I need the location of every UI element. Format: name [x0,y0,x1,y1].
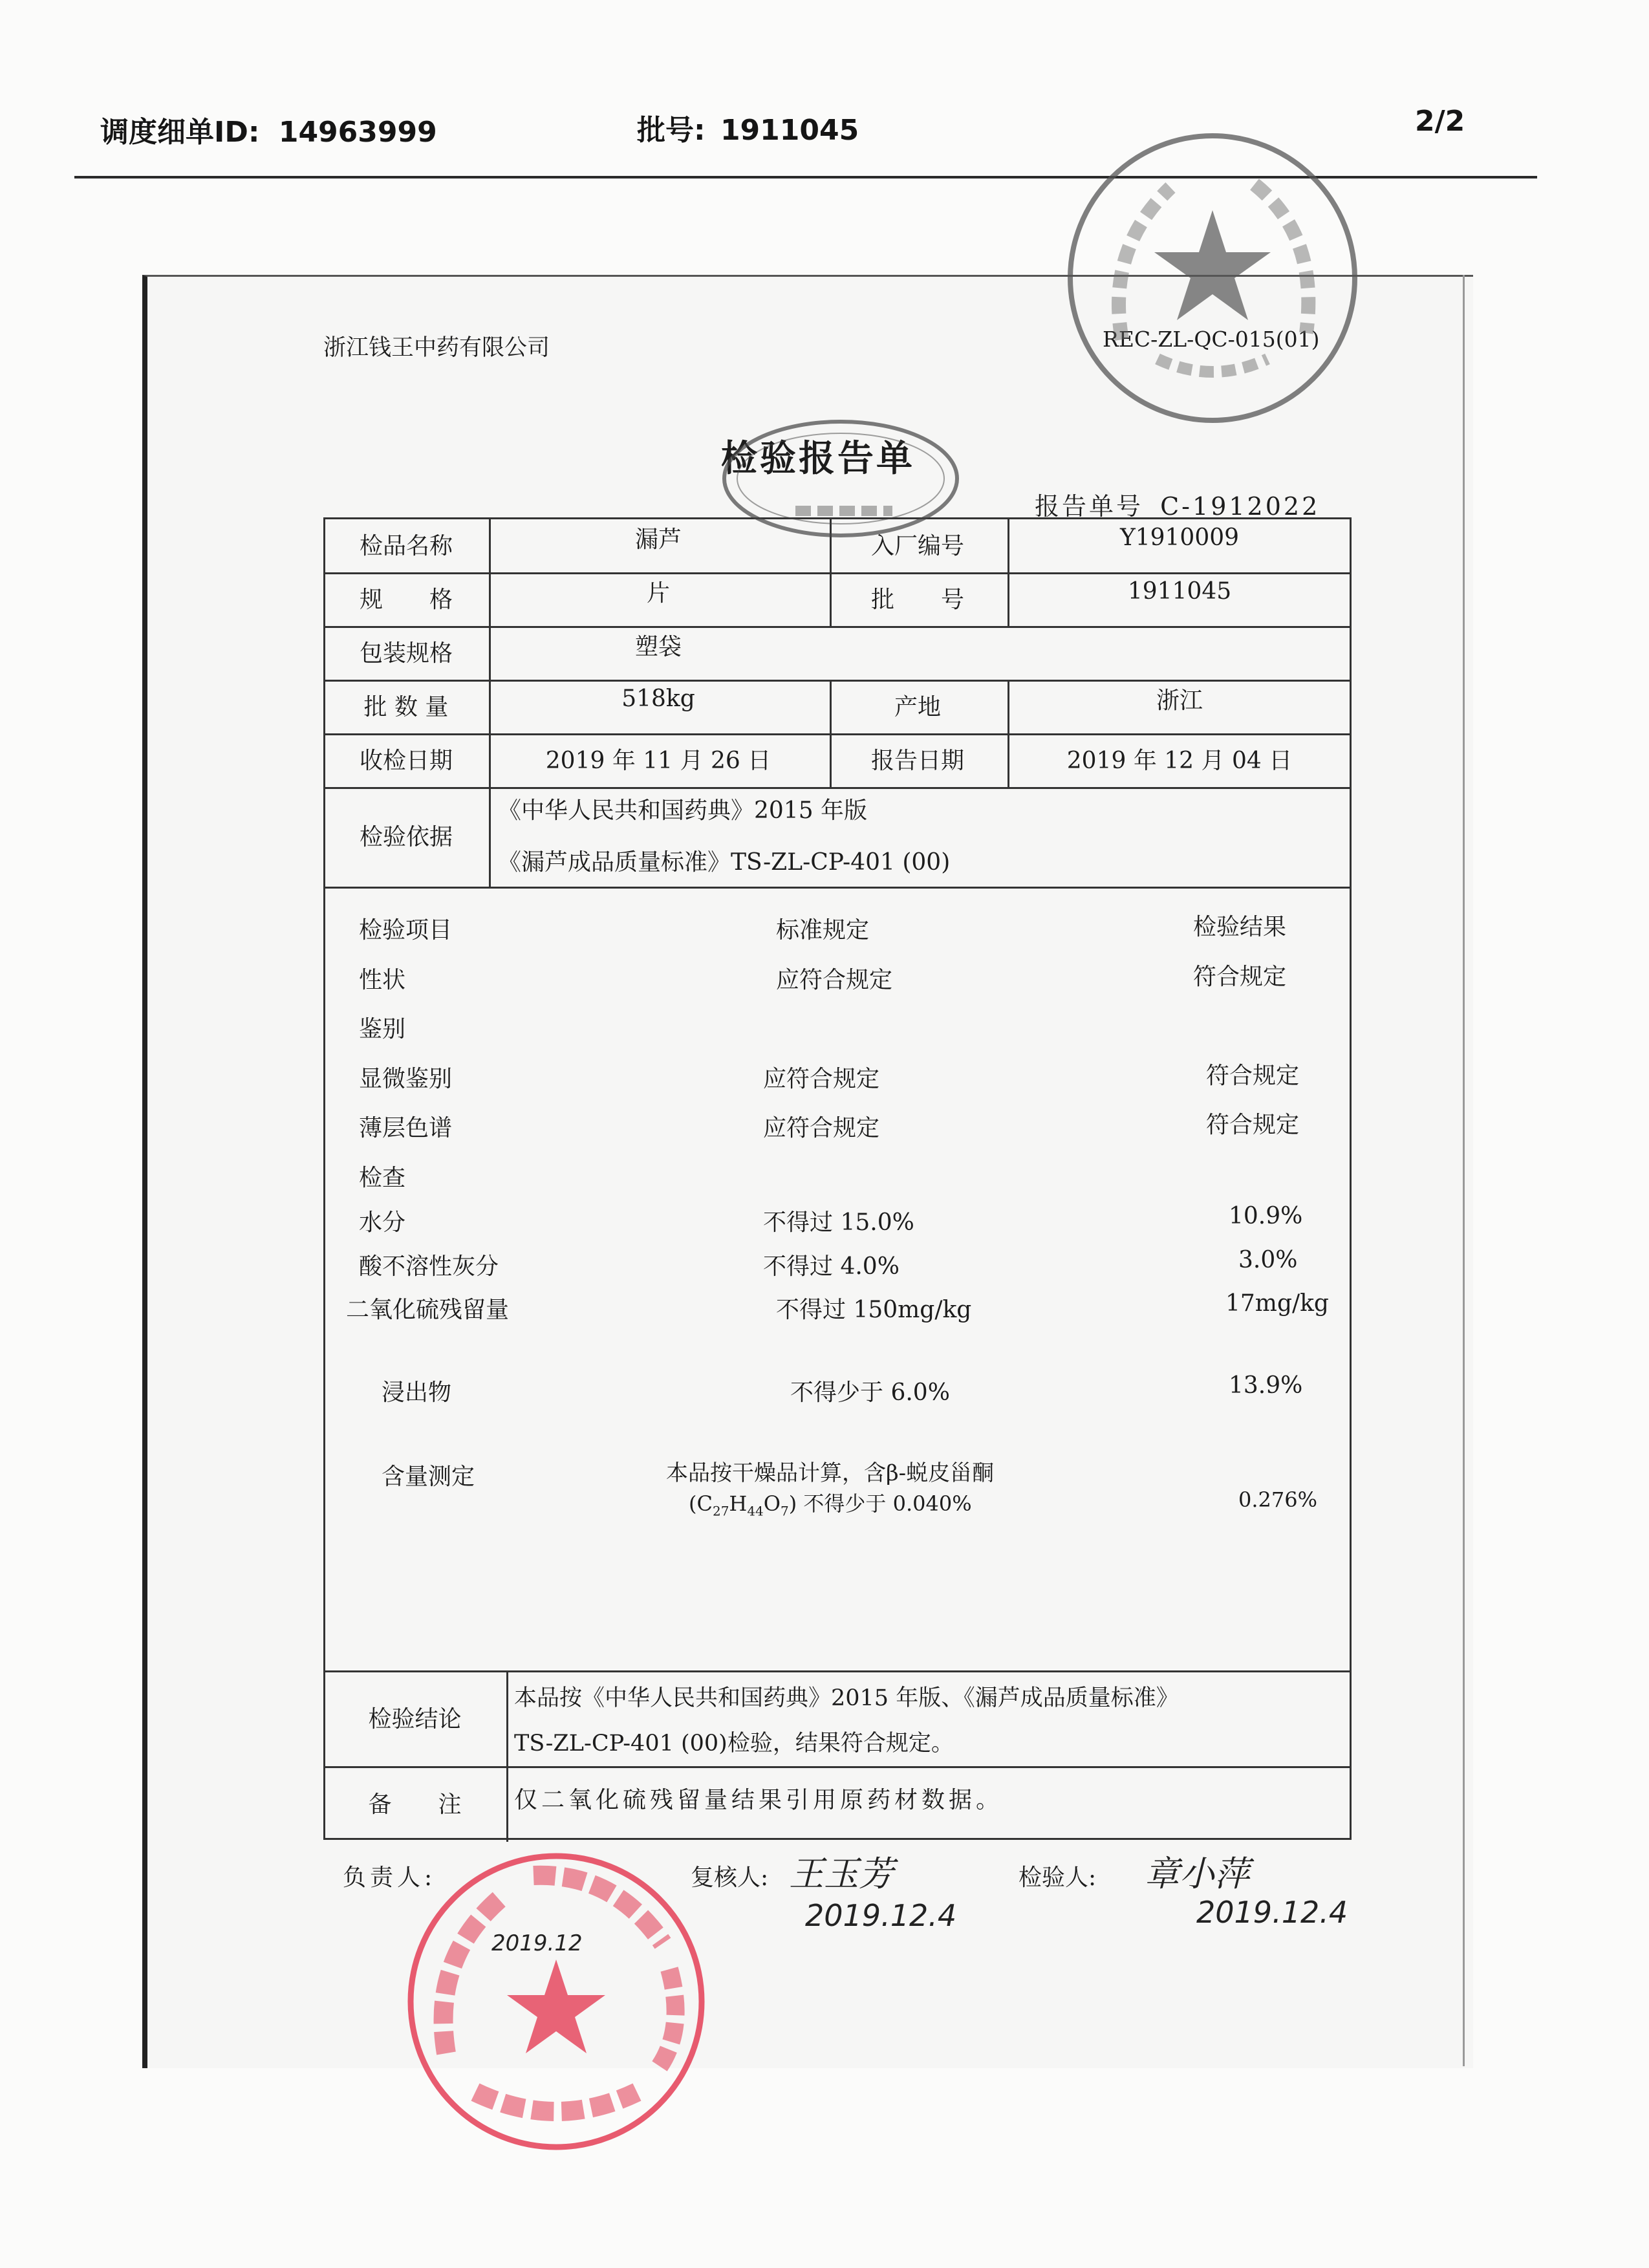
company-name: 浙江钱王中药有限公司 [323,335,550,361]
test-item: 酸不溶性灰分 [359,1253,499,1280]
responsible-label: 负责人: [343,1864,436,1891]
quantity-value: 518kg [621,685,695,712]
test-result: 符合规定 [1206,1112,1300,1138]
spec-value: 片 [646,579,670,607]
origin-label: 产地 [894,693,941,720]
remark-text: 仅二氧化硫残留量结果引用原药材数据。 [514,1787,1004,1813]
test-standard: 不得过 150mg/kg [776,1297,972,1323]
test-result: 符合规定 [1193,964,1287,990]
package-label: 包装规格 [359,640,453,667]
test-result: 13.9% [1229,1372,1303,1399]
test-item: 浸出物 [382,1379,452,1406]
test-standard: 应符合规定 [763,1066,880,1092]
inspector-label: 检验人: [1018,1864,1097,1891]
test-standard: 应符合规定 [763,1115,880,1141]
formula-o: O [763,1491,781,1516]
formula-c: C [696,1491,713,1516]
remark-label: 备 注 [368,1791,462,1818]
table-line [506,1670,508,1842]
assay-result: 0.276% [1238,1487,1318,1512]
report-date-label: 报告日期 [870,747,964,774]
test-item: 鉴别 [359,1016,406,1042]
batch-line [637,107,859,148]
test-result: 17mg/kg [1225,1290,1329,1317]
dispatch-label: 调度细单ID: [100,116,260,149]
test-item: 水分 [359,1209,406,1236]
page-title: 检验报告单 [721,437,915,480]
assay-standard-line-1: 本品按干燥品计算，含β-蜕皮甾酮 [666,1460,995,1486]
quality-seal-stamp-red [401,1846,711,2157]
assay-item: 含量测定 [382,1463,475,1490]
quantity-label: 批 数 量 [363,693,449,720]
report-date: 2019 年 12 月 04 日 [1066,747,1293,774]
test-item: 检查 [359,1165,406,1191]
sheet-edge [1463,275,1465,2066]
product-name-label: 检品名称 [359,532,453,559]
batch-label-cell: 批 号 [870,586,964,613]
reviewer-label: 复核人: [691,1864,769,1891]
factory-code-label: 入厂编号 [870,532,964,559]
formula-h-sub: 44 [747,1503,764,1519]
test-standard: 不得过 15.0% [763,1209,914,1236]
report-number: C-1912022 [1160,492,1320,521]
dispatch-id: 14963999 [278,116,437,149]
test-item: 二氧化硫残留量 [346,1297,510,1323]
basis-label: 检验依据 [359,824,453,850]
batch-value: 1911045 [1127,578,1232,605]
tests-header-result: 检验结果 [1193,914,1287,940]
test-item: 显微鉴别 [359,1066,453,1092]
reviewer-signature: 王玉芳 [789,1853,894,1894]
receive-date: 2019 年 11 月 26 日 [545,747,771,774]
report-number-label: 报告单号 [1035,492,1144,521]
page-indicator: 2/2 [1415,105,1465,138]
table-line [325,887,1350,889]
origin-value: 浙江 [1156,687,1203,714]
tests-header-item: 检验项目 [359,917,453,944]
test-item: 性状 [359,967,406,993]
test-result: 符合规定 [1206,1063,1300,1089]
inspector-date: 2019.12.4 [1196,1895,1348,1930]
assay-standard-rest: 不得少于 0.040% [803,1491,972,1516]
product-name: 漏芦 [634,526,682,553]
spec-label: 规 格 [359,586,453,613]
record-code: REC-ZL-QC-015(01) [1103,327,1320,352]
formula-o-sub: 7 [781,1503,789,1519]
responsible-date: 2019.12 [491,1930,583,1956]
test-standard: 不得过 4.0% [763,1253,900,1280]
test-standard: 不得少于 6.0% [790,1379,950,1406]
reviewer-date: 2019.12.4 [805,1898,957,1933]
conclusion-line-1: 本品按《中华人民共和国药典》2015 年版、《漏芦成品质量标准》 [514,1685,1179,1711]
dispatch-id-line [100,109,437,150]
batch-number: 1911045 [720,114,859,147]
factory-code: Y1910009 [1119,524,1240,551]
batch-label: 批号: [637,114,706,147]
assay-standard-line-2: $(C_{27}H_{44}O_7)$ 不得少于 0.040% [689,1491,972,1519]
basis-line-2: 《漏芦成品质量标准》TS-ZL-CP-401 (00) [498,849,951,876]
conclusion-label: 检验结论 [368,1706,462,1733]
company-seal-stamp-gray [1061,126,1364,430]
test-result: 10.9% [1229,1203,1303,1229]
basis-line-1: 《中华人民共和国药典》2015 年版 [498,797,868,824]
test-result: 3.0% [1238,1247,1298,1273]
receive-date-label: 收检日期 [359,747,453,774]
formula-h: H [729,1491,748,1516]
test-standard: 应符合规定 [776,967,893,993]
package-value: 塑袋 [634,633,682,660]
formula-c-sub: 27 [712,1503,729,1519]
inspector-signature: 章小萍 [1145,1853,1249,1894]
conclusion-line-2: TS-ZL-CP-401 (00)检验，结果符合规定。 [514,1731,954,1756]
tests-header-standard: 标准规定 [776,917,870,944]
test-item: 薄层色谱 [359,1115,453,1141]
qc-oval-stamp [718,414,964,543]
